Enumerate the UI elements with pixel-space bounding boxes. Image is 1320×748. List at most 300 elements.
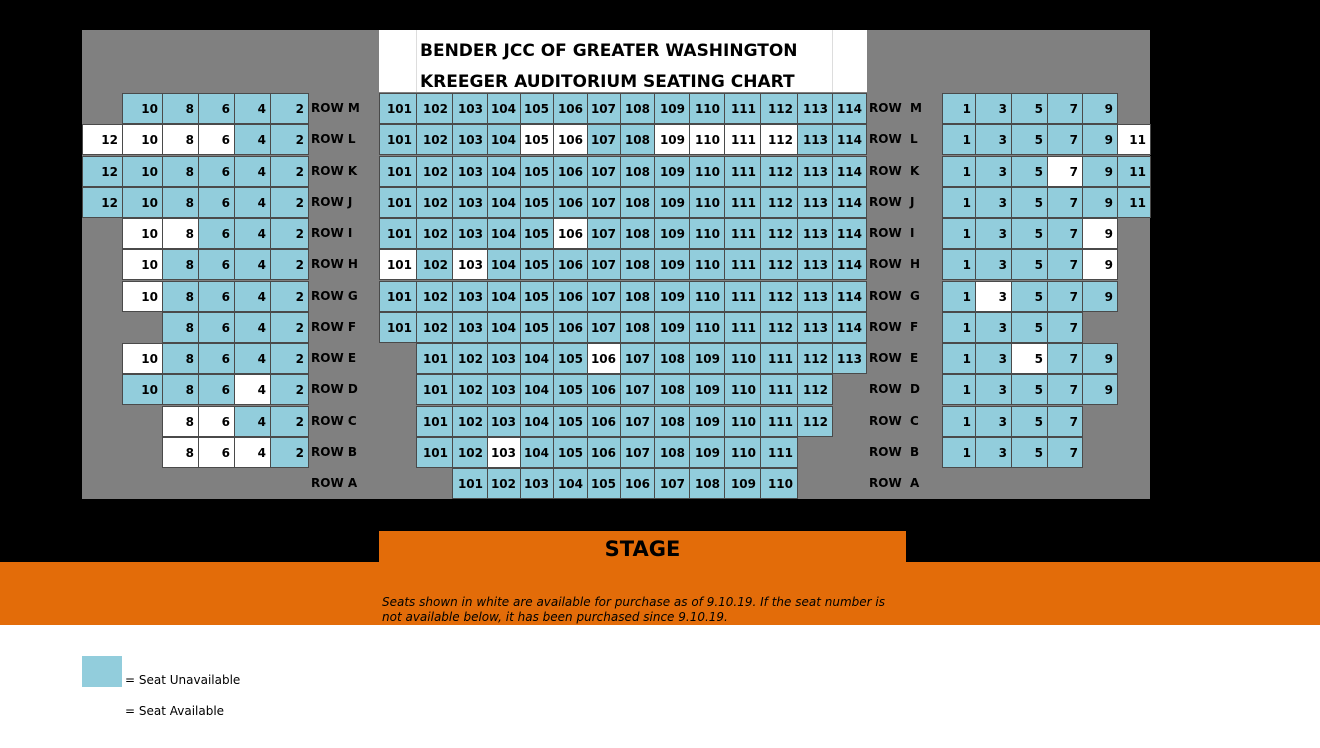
seat-unavailable[interactable]: 103 — [487, 406, 521, 437]
seat-unavailable[interactable]: 110 — [689, 187, 725, 218]
seat-unavailable[interactable]: 111 — [724, 93, 761, 124]
seat-unavailable[interactable]: 6 — [198, 156, 235, 187]
seat-unavailable[interactable]: 103 — [452, 218, 488, 249]
seat-unavailable[interactable]: 108 — [689, 468, 725, 499]
seat-unavailable[interactable]: 6 — [198, 281, 235, 312]
seat-unavailable[interactable]: 105 — [553, 437, 588, 468]
seat-unavailable[interactable]: 102 — [452, 437, 488, 468]
seat-unavailable[interactable]: 3 — [975, 343, 1012, 374]
seat-unavailable[interactable]: 107 — [587, 187, 621, 218]
seat-unavailable[interactable]: 7 — [1047, 124, 1083, 155]
seat-unavailable[interactable]: 110 — [724, 437, 761, 468]
seat-unavailable[interactable]: 2 — [270, 343, 309, 374]
seat-unavailable[interactable]: 4 — [234, 156, 271, 187]
seat-unavailable[interactable]: 105 — [520, 218, 554, 249]
row-label-left: ROW M — [311, 101, 360, 115]
seat-unavailable[interactable]: 113 — [797, 124, 833, 155]
seat-available[interactable]: 11 — [1117, 124, 1151, 155]
seat-unavailable[interactable]: 114 — [832, 312, 867, 343]
seat-unavailable[interactable]: 4 — [234, 343, 271, 374]
seat-unavailable[interactable]: 12 — [82, 187, 123, 218]
seat-unavailable[interactable]: 8 — [162, 93, 199, 124]
seat-unavailable[interactable]: 3 — [975, 374, 1012, 405]
seat-unavailable[interactable]: 105 — [553, 374, 588, 405]
seat-unavailable[interactable]: 102 — [416, 187, 453, 218]
seat-unavailable[interactable]: 110 — [689, 218, 725, 249]
seat-unavailable[interactable]: 112 — [760, 312, 798, 343]
seat-unavailable[interactable]: 111 — [724, 156, 761, 187]
seat-unavailable[interactable]: 107 — [587, 93, 621, 124]
seat-unavailable[interactable]: 3 — [975, 437, 1012, 468]
seat-unavailable[interactable]: 7 — [1047, 218, 1083, 249]
seat-unavailable[interactable]: 4 — [234, 249, 271, 280]
seat-unavailable[interactable]: 108 — [620, 281, 655, 312]
seat-unavailable[interactable]: 110 — [724, 406, 761, 437]
seat-unavailable[interactable]: 111 — [724, 249, 761, 280]
seat-unavailable[interactable]: 106 — [553, 249, 588, 280]
seat-unavailable[interactable]: 105 — [553, 406, 588, 437]
seat-unavailable[interactable]: 5 — [1011, 374, 1048, 405]
row-label-left: ROW E — [311, 351, 357, 365]
seat-unavailable[interactable]: 8 — [162, 156, 199, 187]
row-label-left: ROW F — [311, 320, 357, 334]
seat-unavailable[interactable]: 9 — [1082, 374, 1118, 405]
seat-unavailable[interactable]: 108 — [620, 93, 655, 124]
seat-unavailable[interactable]: 105 — [520, 156, 554, 187]
seat-unavailable[interactable]: 5 — [1011, 93, 1048, 124]
seat-available[interactable]: 6 — [198, 437, 235, 468]
seat-unavailable[interactable]: 2 — [270, 249, 309, 280]
seat-available[interactable]: 4 — [234, 437, 271, 468]
seat-unavailable[interactable]: 102 — [416, 156, 453, 187]
seat-available[interactable]: 8 — [162, 437, 199, 468]
seat-unavailable[interactable]: 108 — [654, 343, 690, 374]
seat-unavailable[interactable]: 103 — [452, 93, 488, 124]
seat-unavailable[interactable]: 6 — [198, 218, 235, 249]
seat-unavailable[interactable]: 110 — [689, 281, 725, 312]
seat-unavailable[interactable]: 106 — [553, 156, 588, 187]
seat-unavailable[interactable]: 11 — [1117, 187, 1151, 218]
seat-unavailable[interactable]: 104 — [487, 312, 521, 343]
seat-unavailable[interactable]: 113 — [797, 156, 833, 187]
seat-available[interactable]: 4 — [234, 374, 271, 405]
seat-unavailable[interactable]: 111 — [724, 281, 761, 312]
seat-unavailable[interactable]: 1 — [942, 281, 976, 312]
seat-available[interactable]: 8 — [162, 218, 199, 249]
seat-unavailable[interactable]: 105 — [587, 468, 621, 499]
seat-available[interactable]: 10 — [122, 343, 163, 374]
seat-unavailable[interactable]: 114 — [832, 156, 867, 187]
row-label-left: ROW A — [311, 476, 358, 490]
seat-unavailable[interactable]: 8 — [162, 187, 199, 218]
seat-available[interactable]: 10 — [122, 124, 163, 155]
seat-unavailable[interactable]: 104 — [487, 156, 521, 187]
seat-unavailable[interactable]: 103 — [452, 281, 488, 312]
seat-unavailable[interactable]: 110 — [689, 93, 725, 124]
seat-unavailable[interactable]: 2 — [270, 187, 309, 218]
seat-unavailable[interactable]: 3 — [975, 406, 1012, 437]
seat-unavailable[interactable]: 1 — [942, 374, 976, 405]
seat-unavailable[interactable]: 7 — [1047, 249, 1083, 280]
seat-unavailable[interactable]: 106 — [553, 93, 588, 124]
seat-unavailable[interactable]: 108 — [620, 156, 655, 187]
seat-available[interactable]: 110 — [689, 124, 725, 155]
seat-unavailable[interactable]: 105 — [520, 312, 554, 343]
seat-unavailable[interactable]: 5 — [1011, 437, 1048, 468]
seat-unavailable[interactable]: 101 — [379, 187, 417, 218]
seat-available[interactable]: 105 — [520, 124, 554, 155]
seat-unavailable[interactable]: 109 — [654, 187, 690, 218]
seat-unavailable[interactable]: 104 — [487, 124, 521, 155]
seat-unavailable[interactable]: 104 — [487, 187, 521, 218]
seat-unavailable[interactable]: 101 — [379, 93, 417, 124]
seat-unavailable[interactable]: 6 — [198, 187, 235, 218]
seat-unavailable[interactable]: 102 — [416, 281, 453, 312]
seat-unavailable[interactable]: 106 — [553, 281, 588, 312]
seat-unavailable[interactable]: 104 — [520, 437, 554, 468]
seat-unavailable[interactable]: 103 — [520, 468, 554, 499]
seat-unavailable[interactable]: 104 — [520, 343, 554, 374]
seat-unavailable[interactable]: 1 — [942, 406, 976, 437]
seat-unavailable[interactable]: 101 — [379, 281, 417, 312]
seat-unavailable[interactable]: 112 — [760, 93, 798, 124]
seat-unavailable[interactable]: 1 — [942, 156, 976, 187]
seat-unavailable[interactable]: 108 — [620, 218, 655, 249]
seat-available[interactable]: 8 — [162, 406, 199, 437]
seat-unavailable[interactable]: 109 — [654, 156, 690, 187]
seat-unavailable[interactable]: 12 — [82, 156, 123, 187]
seat-unavailable[interactable]: 109 — [654, 312, 690, 343]
seat-unavailable[interactable]: 5 — [1011, 218, 1048, 249]
seat-unavailable[interactable]: 8 — [162, 281, 199, 312]
seat-unavailable[interactable]: 111 — [760, 437, 798, 468]
seat-unavailable[interactable]: 102 — [416, 312, 453, 343]
seat-unavailable[interactable]: 8 — [162, 374, 199, 405]
seat-unavailable[interactable]: 8 — [162, 249, 199, 280]
seat-unavailable[interactable]: 109 — [689, 343, 725, 374]
seat-unavailable[interactable]: 5 — [1011, 249, 1048, 280]
seat-unavailable[interactable]: 5 — [1011, 406, 1048, 437]
seat-unavailable[interactable]: 5 — [1011, 156, 1048, 187]
seat-unavailable[interactable]: 113 — [797, 249, 833, 280]
seat-unavailable[interactable]: 104 — [520, 374, 554, 405]
seat-available[interactable]: 112 — [760, 124, 798, 155]
seat-available[interactable]: 103 — [487, 437, 521, 468]
seat-unavailable[interactable]: 7 — [1047, 281, 1083, 312]
seat-unavailable[interactable]: 109 — [689, 374, 725, 405]
seat-unavailable[interactable]: 6 — [198, 312, 235, 343]
seat-unavailable[interactable]: 102 — [452, 406, 488, 437]
seat-unavailable[interactable]: 1 — [942, 93, 976, 124]
seat-unavailable[interactable]: 2 — [270, 437, 309, 468]
seat-unavailable[interactable]: 101 — [416, 437, 453, 468]
seat-unavailable[interactable]: 7 — [1047, 406, 1083, 437]
seat-available[interactable]: 106 — [553, 124, 588, 155]
seat-unavailable[interactable]: 102 — [416, 124, 453, 155]
seat-unavailable[interactable]: 106 — [587, 437, 621, 468]
seat-unavailable[interactable]: 113 — [797, 281, 833, 312]
seat-available[interactable]: 12 — [82, 124, 123, 155]
seat-unavailable[interactable]: 10 — [122, 93, 163, 124]
seat-unavailable[interactable]: 1 — [942, 249, 976, 280]
seat-unavailable[interactable]: 11 — [1117, 156, 1151, 187]
seat-available[interactable]: 9 — [1082, 249, 1118, 280]
seat-available[interactable]: 7 — [1047, 156, 1083, 187]
seat-unavailable[interactable]: 107 — [587, 124, 621, 155]
seat-unavailable[interactable]: 102 — [452, 374, 488, 405]
seat-unavailable[interactable]: 3 — [975, 187, 1012, 218]
seat-unavailable[interactable]: 10 — [122, 156, 163, 187]
seat-unavailable[interactable]: 113 — [797, 187, 833, 218]
seat-unavailable[interactable]: 3 — [975, 93, 1012, 124]
seat-unavailable[interactable]: 104 — [487, 93, 521, 124]
seat-unavailable[interactable]: 107 — [587, 218, 621, 249]
seat-unavailable[interactable]: 111 — [724, 218, 761, 249]
seat-unavailable[interactable]: 113 — [797, 312, 833, 343]
seat-unavailable[interactable]: 2 — [270, 374, 309, 405]
seat-unavailable[interactable]: 5 — [1011, 281, 1048, 312]
seat-unavailable[interactable]: 3 — [975, 249, 1012, 280]
seat-unavailable[interactable]: 105 — [520, 93, 554, 124]
seat-unavailable[interactable]: 112 — [797, 406, 833, 437]
seat-unavailable[interactable]: 108 — [654, 406, 690, 437]
seat-unavailable[interactable]: 112 — [797, 374, 833, 405]
seat-unavailable[interactable]: 2 — [270, 406, 309, 437]
seat-unavailable[interactable]: 9 — [1082, 343, 1118, 374]
seat-unavailable[interactable]: 107 — [620, 406, 655, 437]
seat-unavailable[interactable]: 107 — [620, 437, 655, 468]
seat-unavailable[interactable]: 6 — [198, 93, 235, 124]
seat-unavailable[interactable]: 1 — [942, 437, 976, 468]
seat-unavailable[interactable]: 113 — [797, 93, 833, 124]
seat-unavailable[interactable]: 2 — [270, 124, 309, 155]
seat-unavailable[interactable]: 10 — [122, 374, 163, 405]
seat-unavailable[interactable]: 101 — [416, 374, 453, 405]
seat-unavailable[interactable]: 112 — [760, 218, 798, 249]
seat-unavailable[interactable]: 3 — [975, 218, 1012, 249]
seat-unavailable[interactable]: 112 — [760, 249, 798, 280]
seat-unavailable[interactable]: 110 — [724, 343, 761, 374]
seat-unavailable[interactable]: 108 — [654, 437, 690, 468]
seat-unavailable[interactable]: 9 — [1082, 187, 1118, 218]
seat-unavailable[interactable]: 1 — [942, 187, 976, 218]
seat-available[interactable]: 103 — [452, 249, 488, 280]
seat-unavailable[interactable]: 110 — [760, 468, 798, 499]
seat-unavailable[interactable]: 4 — [234, 406, 271, 437]
seat-unavailable[interactable]: 3 — [975, 312, 1012, 343]
seat-unavailable[interactable]: 6 — [198, 374, 235, 405]
seat-unavailable[interactable]: 1 — [942, 218, 976, 249]
seat-available[interactable]: 106 — [587, 343, 621, 374]
seat-unavailable[interactable]: 4 — [234, 312, 271, 343]
seat-unavailable[interactable]: 109 — [654, 93, 690, 124]
seat-unavailable[interactable]: 107 — [587, 281, 621, 312]
legend-unavailable-swatch — [82, 656, 122, 687]
seat-unavailable[interactable]: 105 — [553, 343, 588, 374]
seat-unavailable[interactable]: 112 — [760, 187, 798, 218]
seat-unavailable[interactable]: 114 — [832, 249, 867, 280]
seat-unavailable[interactable]: 107 — [620, 343, 655, 374]
seat-unavailable[interactable]: 110 — [689, 312, 725, 343]
seat-unavailable[interactable]: 104 — [520, 406, 554, 437]
seat-unavailable[interactable]: 2 — [270, 156, 309, 187]
seat-available[interactable]: 8 — [162, 124, 199, 155]
seat-unavailable[interactable]: 103 — [452, 312, 488, 343]
seat-unavailable[interactable]: 7 — [1047, 312, 1083, 343]
seat-unavailable[interactable]: 113 — [797, 218, 833, 249]
seat-unavailable[interactable]: 104 — [487, 281, 521, 312]
seat-unavailable[interactable]: 4 — [234, 124, 271, 155]
seat-unavailable[interactable]: 3 — [975, 124, 1012, 155]
seat-unavailable[interactable]: 8 — [162, 343, 199, 374]
seat-unavailable[interactable]: 113 — [832, 343, 867, 374]
seat-unavailable[interactable]: 111 — [760, 406, 798, 437]
seat-unavailable[interactable]: 103 — [452, 187, 488, 218]
seat-available[interactable]: 9 — [1082, 218, 1118, 249]
seat-available[interactable]: 10 — [122, 249, 163, 280]
seat-unavailable[interactable]: 2 — [270, 218, 309, 249]
seat-unavailable[interactable]: 109 — [689, 406, 725, 437]
seat-unavailable[interactable]: 7 — [1047, 93, 1083, 124]
seat-available[interactable]: 5 — [1011, 343, 1048, 374]
seat-unavailable[interactable]: 106 — [587, 406, 621, 437]
legend-available-label: = Seat Available — [125, 704, 225, 718]
seat-available[interactable]: 101 — [379, 249, 417, 280]
seat-unavailable[interactable]: 6 — [198, 249, 235, 280]
seat-unavailable[interactable]: 102 — [416, 249, 453, 280]
seat-unavailable[interactable]: 111 — [760, 343, 798, 374]
seat-unavailable[interactable]: 7 — [1047, 187, 1083, 218]
seat-unavailable[interactable]: 102 — [487, 468, 521, 499]
seat-unavailable[interactable]: 112 — [760, 156, 798, 187]
seat-unavailable[interactable]: 110 — [724, 374, 761, 405]
seat-unavailable[interactable]: 111 — [724, 187, 761, 218]
seat-unavailable[interactable]: 114 — [832, 124, 867, 155]
seat-unavailable[interactable]: 101 — [379, 124, 417, 155]
seat-available[interactable]: 10 — [122, 218, 163, 249]
seat-unavailable[interactable]: 5 — [1011, 187, 1048, 218]
seat-unavailable[interactable]: 4 — [234, 187, 271, 218]
seat-unavailable[interactable]: 109 — [654, 218, 690, 249]
seat-unavailable[interactable]: 103 — [452, 124, 488, 155]
seat-unavailable[interactable]: 109 — [724, 468, 761, 499]
seat-unavailable[interactable]: 10 — [122, 187, 163, 218]
seat-unavailable[interactable]: 102 — [452, 343, 488, 374]
seat-available[interactable]: 111 — [724, 124, 761, 155]
row-label-right: ROW F — [869, 320, 919, 334]
seat-available[interactable]: 109 — [654, 124, 690, 155]
seat-unavailable[interactable]: 108 — [620, 249, 655, 280]
seat-unavailable[interactable]: 109 — [654, 249, 690, 280]
seat-unavailable[interactable]: 108 — [620, 187, 655, 218]
seat-unavailable[interactable]: 9 — [1082, 93, 1118, 124]
seat-unavailable[interactable]: 114 — [832, 187, 867, 218]
chart-title: KREEGER AUDITORIUM SEATING CHART — [420, 72, 795, 92]
seat-unavailable[interactable]: 101 — [416, 343, 453, 374]
seat-unavailable[interactable]: 7 — [1047, 343, 1083, 374]
seat-unavailable[interactable]: 4 — [234, 218, 271, 249]
seat-unavailable[interactable]: 108 — [620, 124, 655, 155]
seat-unavailable[interactable]: 9 — [1082, 124, 1118, 155]
seat-unavailable[interactable]: 106 — [553, 312, 588, 343]
seat-available[interactable]: 6 — [198, 124, 235, 155]
seat-available[interactable]: 3 — [975, 281, 1012, 312]
seat-unavailable[interactable]: 104 — [487, 249, 521, 280]
seat-unavailable[interactable]: 104 — [487, 218, 521, 249]
seat-unavailable[interactable]: 102 — [416, 218, 453, 249]
seat-unavailable[interactable]: 114 — [832, 93, 867, 124]
seat-unavailable[interactable]: 5 — [1011, 312, 1048, 343]
seat-unavailable[interactable]: 106 — [553, 187, 588, 218]
seat-unavailable[interactable]: 101 — [379, 312, 417, 343]
seat-unavailable[interactable]: 9 — [1082, 281, 1118, 312]
seat-unavailable[interactable]: 7 — [1047, 374, 1083, 405]
seat-unavailable[interactable]: 109 — [654, 281, 690, 312]
seat-unavailable[interactable]: 6 — [198, 343, 235, 374]
seat-unavailable[interactable]: 101 — [452, 468, 488, 499]
seat-unavailable[interactable]: 105 — [520, 249, 554, 280]
seat-unavailable[interactable]: 1 — [942, 124, 976, 155]
seat-unavailable[interactable]: 114 — [832, 281, 867, 312]
availability-note: Seats shown in white are available for purchase as of 9.10.19. If the seat number is not available below, it has been purchased since 9.10.19. — [382, 595, 885, 624]
seat-unavailable[interactable]: 2 — [270, 312, 309, 343]
seat-unavailable[interactable]: 9 — [1082, 156, 1118, 187]
seat-unavailable[interactable]: 108 — [620, 312, 655, 343]
seat-unavailable[interactable]: 112 — [760, 281, 798, 312]
seat-unavailable[interactable]: 2 — [270, 93, 309, 124]
seat-unavailable[interactable]: 101 — [416, 406, 453, 437]
seat-unavailable[interactable]: 7 — [1047, 437, 1083, 468]
seat-unavailable[interactable]: 107 — [654, 468, 690, 499]
seat-unavailable[interactable]: 1 — [942, 343, 976, 374]
seat-unavailable[interactable]: 8 — [162, 312, 199, 343]
seat-unavailable[interactable]: 106 — [620, 468, 655, 499]
seat-unavailable[interactable]: 114 — [832, 218, 867, 249]
seat-unavailable[interactable]: 110 — [689, 156, 725, 187]
seat-unavailable[interactable]: 104 — [553, 468, 588, 499]
seat-unavailable[interactable]: 103 — [487, 343, 521, 374]
seat-available[interactable]: 10 — [122, 281, 163, 312]
seat-unavailable[interactable]: 101 — [379, 156, 417, 187]
seat-unavailable[interactable]: 3 — [975, 156, 1012, 187]
seat-unavailable[interactable]: 102 — [416, 93, 453, 124]
seat-available[interactable]: 106 — [553, 218, 588, 249]
seat-unavailable[interactable]: 107 — [620, 374, 655, 405]
seat-unavailable[interactable]: 4 — [234, 93, 271, 124]
row-label-right: ROW J — [869, 195, 915, 209]
seat-unavailable[interactable]: 110 — [689, 249, 725, 280]
seat-unavailable[interactable]: 109 — [689, 437, 725, 468]
seat-unavailable[interactable]: 2 — [270, 281, 309, 312]
seat-unavailable[interactable]: 106 — [587, 374, 621, 405]
seat-unavailable[interactable]: 108 — [654, 374, 690, 405]
seat-unavailable[interactable]: 101 — [379, 218, 417, 249]
seat-unavailable[interactable]: 111 — [760, 374, 798, 405]
seat-unavailable[interactable]: 107 — [587, 156, 621, 187]
seat-unavailable[interactable]: 103 — [452, 156, 488, 187]
seat-unavailable[interactable]: 4 — [234, 281, 271, 312]
seat-available[interactable]: 6 — [198, 406, 235, 437]
seat-unavailable[interactable]: 5 — [1011, 124, 1048, 155]
seat-unavailable[interactable]: 107 — [587, 312, 621, 343]
seat-unavailable[interactable]: 105 — [520, 281, 554, 312]
seat-unavailable[interactable]: 107 — [587, 249, 621, 280]
seat-unavailable[interactable]: 1 — [942, 312, 976, 343]
seat-unavailable[interactable]: 103 — [487, 374, 521, 405]
seat-unavailable[interactable]: 112 — [797, 343, 833, 374]
seat-unavailable[interactable]: 111 — [724, 312, 761, 343]
seat-unavailable[interactable]: 105 — [520, 187, 554, 218]
